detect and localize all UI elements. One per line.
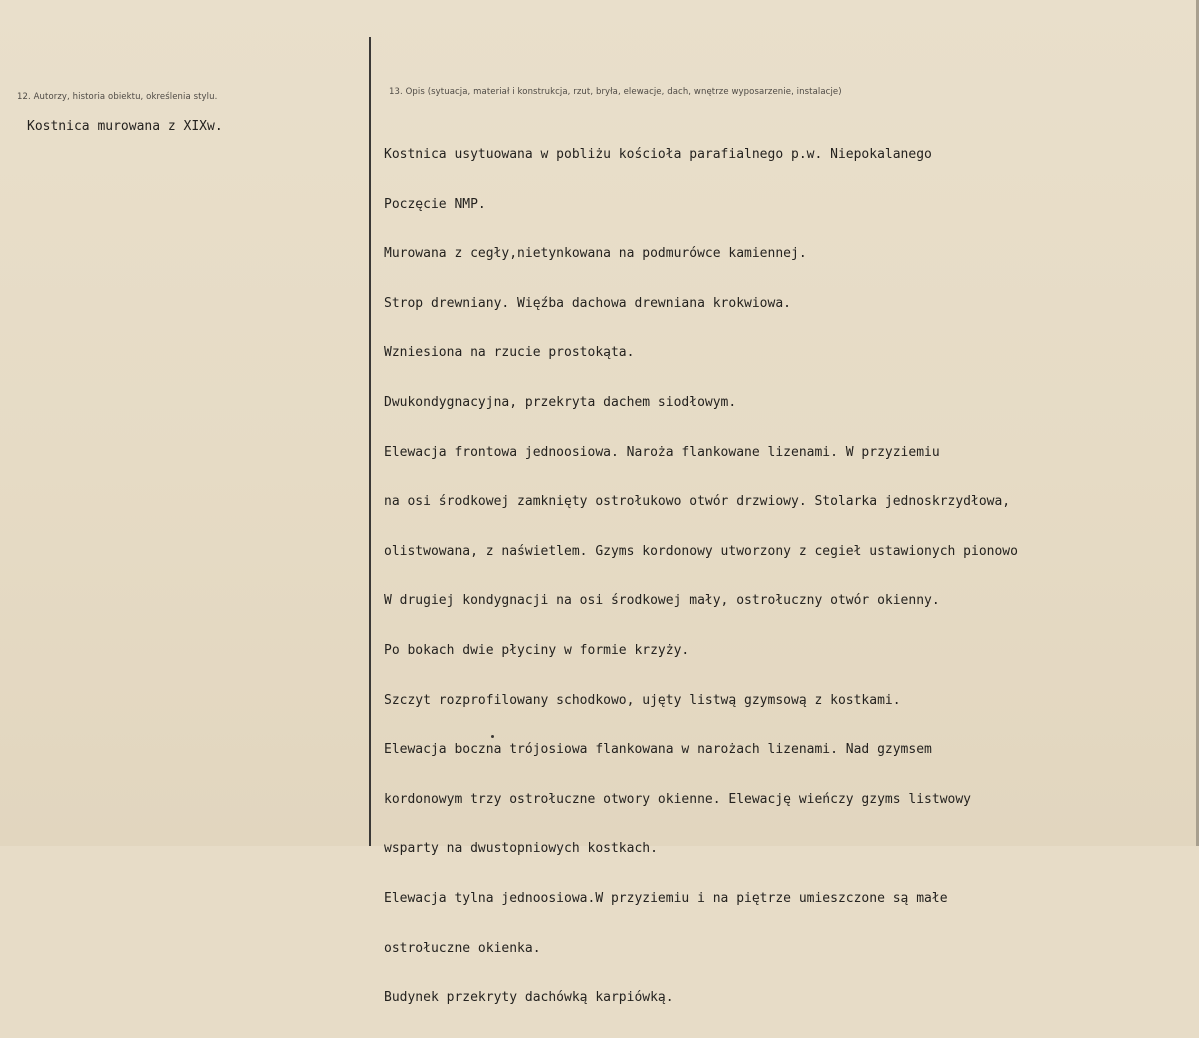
field-12-label: 12. Autorzy, historia obiektu, określenia stylu.: [17, 92, 218, 102]
ink-dot: [491, 735, 494, 738]
description-line: Strop drewniany. Więźba dachowa drewniana krokwiowa.: [384, 295, 791, 311]
description-line: ostrołuczne okienka.: [384, 940, 541, 956]
description-line: Elewacja frontowa jednoosiowa. Naroża flankowane lizenami. W przyziemiu: [384, 444, 940, 460]
description-line: Po bokach dwie płyciny w formie krzyży.: [384, 642, 690, 658]
description-line: Szczyt rozprofilowany schodkowo, ujęty listwą gzymsową z kostkami.: [384, 692, 901, 708]
description-line: Murowana z cegły,nietynkowana na podmurówce kamiennej.: [384, 246, 807, 262]
description-line: Budynek przekryty dachówką karpiówką.: [384, 990, 674, 1006]
description-line: Kostnica usytuowana w pobliżu kościoła parafialnego p.w. Niepokalanego: [384, 147, 932, 162]
column-divider: [369, 37, 371, 846]
description-line: wsparty na dwustopniowych kostkach.: [384, 841, 658, 857]
description-line: kordonowym trzy ostrołuczne otwory okienne. Elewację wieńczy gzyms listwowy: [384, 791, 971, 807]
field-12-text: Kostnica murowana z XIXw.: [27, 119, 223, 134]
description-line: Elewacja boczna trójosiowa flankowana w narożach lizenami. Nad gzymsem: [384, 742, 932, 758]
description-line: Poczęcie NMP.: [384, 196, 486, 212]
description-line: Dwukondygnacyjna, przekryta dachem siodłowym.: [384, 394, 737, 410]
description-line: Elewacja tylna jednoosiowa.W przyziemiu i na piętrze umieszczone są małe: [384, 890, 948, 906]
description-line: olistwowana, z naświetlem. Gzyms kordonowy utworzony z cegieł ustawionych pionowo: [384, 543, 1018, 559]
field-13-description: [384, 115, 1018, 1038]
description-line: Wzniesiona na rzucie prostokąta.: [384, 345, 635, 361]
field-13-label: 13. Opis (sytuacja, materiał i konstrukcja, rzut, bryła, elewacje, dach, wnętrze wyposarzenie, instalacje): [389, 87, 842, 97]
description-line: na osi środkowej zamknięty ostrołukowo otwór drzwiowy. Stolarka jednoskrzydłowa,: [384, 494, 1011, 510]
description-line: W drugiej kondygnacji na osi środkowej mały, ostrołuczny otwór okienny.: [384, 593, 940, 609]
